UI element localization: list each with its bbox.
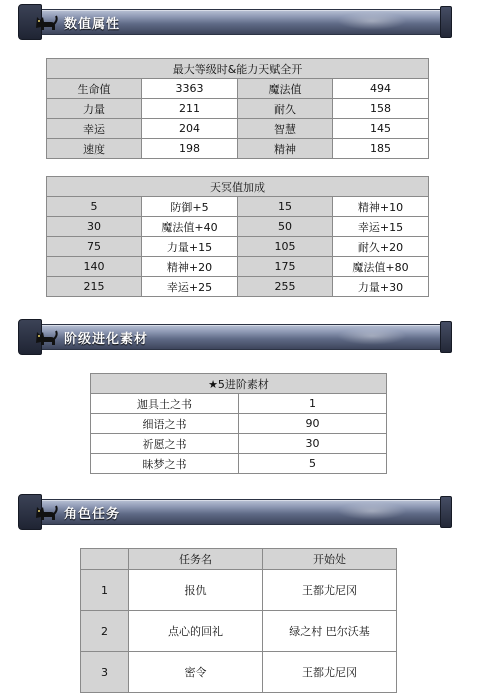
table-row: 3 密令 王都尤尼冈 (81, 652, 397, 693)
table-row: 215 幸运+25 255 力量+30 (47, 277, 429, 297)
section-title: 角色任务 (64, 507, 121, 522)
column-header-start-location: 开始处 (263, 549, 397, 570)
table-row: 生命值 3363 魔法值 494 (47, 79, 429, 99)
table-row: 细语之书 90 (91, 414, 387, 434)
section-banner-materials (18, 319, 452, 353)
table-row: 75 力量+15 105 耐久+20 (47, 237, 429, 257)
table-row: 力量 211 耐久 158 (47, 99, 429, 119)
stats-table (46, 58, 429, 159)
table-row: 30 魔法值+40 50 幸运+15 (47, 217, 429, 237)
section-title: 数值属性 (64, 17, 121, 32)
black-cat-icon (32, 323, 58, 349)
table-row: 5 防御+5 15 精神+10 (47, 197, 429, 217)
table-row: 祈愿之书 30 (91, 434, 387, 454)
table-title: 最大等级时&能力天赋全开 (47, 59, 429, 79)
table-row: 140 精神+20 175 魔法值+80 (47, 257, 429, 277)
section-banner-stats (18, 4, 452, 38)
table-row: 1 报仇 王都尤尼冈 (81, 570, 397, 611)
table-row: 昧梦之书 5 (91, 454, 387, 474)
column-header-quest-name: 任务名 (129, 549, 263, 570)
table-row: 幸运 204 智慧 145 (47, 119, 429, 139)
bonus-table (46, 176, 429, 297)
table-row: 2 点心的回礼 绿之村 巴尔沃基 (81, 611, 397, 652)
quests-table (80, 548, 397, 693)
table-row: 迦具土之书 1 (91, 394, 387, 414)
section-banner-quests (18, 494, 452, 528)
black-cat-icon (32, 8, 58, 34)
table-title: ★5进阶素材 (91, 374, 387, 394)
table-title: 天冥值加成 (47, 177, 429, 197)
black-cat-icon (32, 498, 58, 524)
table-row: 速度 198 精神 185 (47, 139, 429, 159)
materials-table (90, 373, 387, 474)
section-title: 阶级进化素材 (64, 332, 149, 347)
